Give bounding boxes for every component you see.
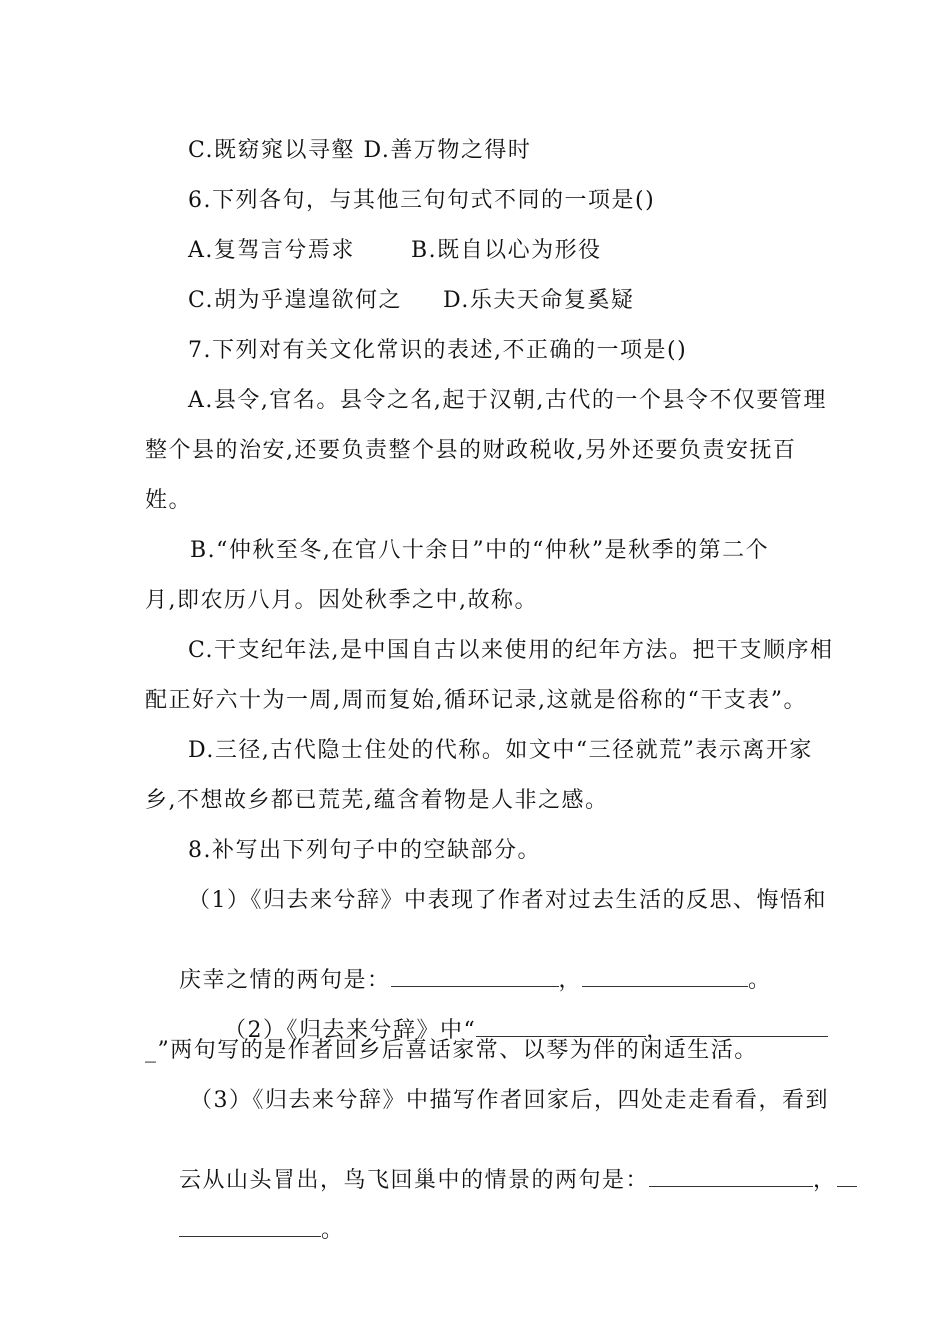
- period: 。: [320, 1218, 345, 1243]
- period: 。: [748, 968, 772, 993]
- question-6: 6.下列各句，与其他三句句式不同的一项是(): [188, 188, 656, 213]
- q7-option-a-line-1: A.县令,官名。县令之名,起于汉朝,古代的一个县令不仅要管理: [188, 388, 827, 413]
- answer-blank[interactable]: [670, 1016, 828, 1037]
- answer-blank[interactable]: [837, 1166, 857, 1187]
- q7-option-a-line-3: 姓。: [145, 488, 193, 513]
- q7-option-d-line-1: D.三径,古代隐士住处的代称。如文中“三径就荒”表示离开家: [188, 738, 813, 763]
- question-7: 7.下列对有关文化常识的表述,不正确的一项是(): [188, 338, 688, 363]
- question-8: 8.补写出下列句子中的空缺部分。: [188, 838, 541, 863]
- answer-blank[interactable]: [391, 966, 559, 987]
- comma: ，: [646, 1018, 670, 1043]
- q8-item-3-line-3: [145, 1186, 345, 1276]
- answer-blank[interactable]: [649, 1166, 813, 1187]
- q8-item-2-prompt: （2）《归去来兮辞》中“: [223, 1018, 477, 1043]
- q7-option-d-line-2: 乡,不想故乡都已荒芜,蕴含着物是人非之感。: [145, 788, 609, 813]
- q6-option-a: A.复驾言兮焉求: [188, 238, 355, 263]
- q7-option-c-line-1: C.干支纪年法,是中国自古以来使用的纪年方法。把干支顺序相: [188, 638, 834, 663]
- q7-option-b-line-2: 月,即农历八月。因处秋季之中,故称。: [145, 588, 538, 613]
- answer-blank[interactable]: [476, 1016, 646, 1037]
- option-line-c-d: C.既窈窕以寻壑 D.善万物之得时: [188, 138, 532, 163]
- q7-option-a-line-2: 整个县的治安,还要负责整个县的财政税收,另外还要负责安抚百: [145, 438, 797, 463]
- q8-item-3-prompt: 云从山头冒出，鸟飞回巢中的情景的两句是：: [178, 1168, 649, 1193]
- q6-option-d: D.乐夫天命复奚疑: [443, 288, 635, 313]
- answer-blank[interactable]: [179, 1216, 321, 1237]
- answer-blank[interactable]: [582, 966, 748, 987]
- q8-item-3-line-1: （3）《归去来兮辞》中描写作者回家后，四处走走看看，看到: [190, 1088, 829, 1113]
- q7-option-b-line-1: B.“仲秋至冬,在官八十余日”中的“仲秋”是秋季的第二个: [190, 538, 770, 563]
- q6-option-b: B.既自以心为形役: [411, 238, 602, 263]
- q6-option-c: C.胡为乎遑遑欲何之: [188, 288, 403, 313]
- q8-item-1-line-1: （1）《归去来兮辞》中表现了作者对过去生活的反思、悔悟和: [188, 888, 827, 913]
- comma: ，: [813, 1168, 837, 1193]
- q8-item-2-line-2: _”两句写的是作者回乡后喜话家常、以琴为伴的闲适生活。: [145, 1038, 758, 1063]
- q8-item-1-prompt: 庆幸之情的两句是：: [178, 968, 391, 993]
- comma: ，: [558, 968, 583, 993]
- q7-option-c-line-2: 配正好六十为一周,周而复始,循环记录,这就是俗称的“干支表”。: [145, 688, 807, 713]
